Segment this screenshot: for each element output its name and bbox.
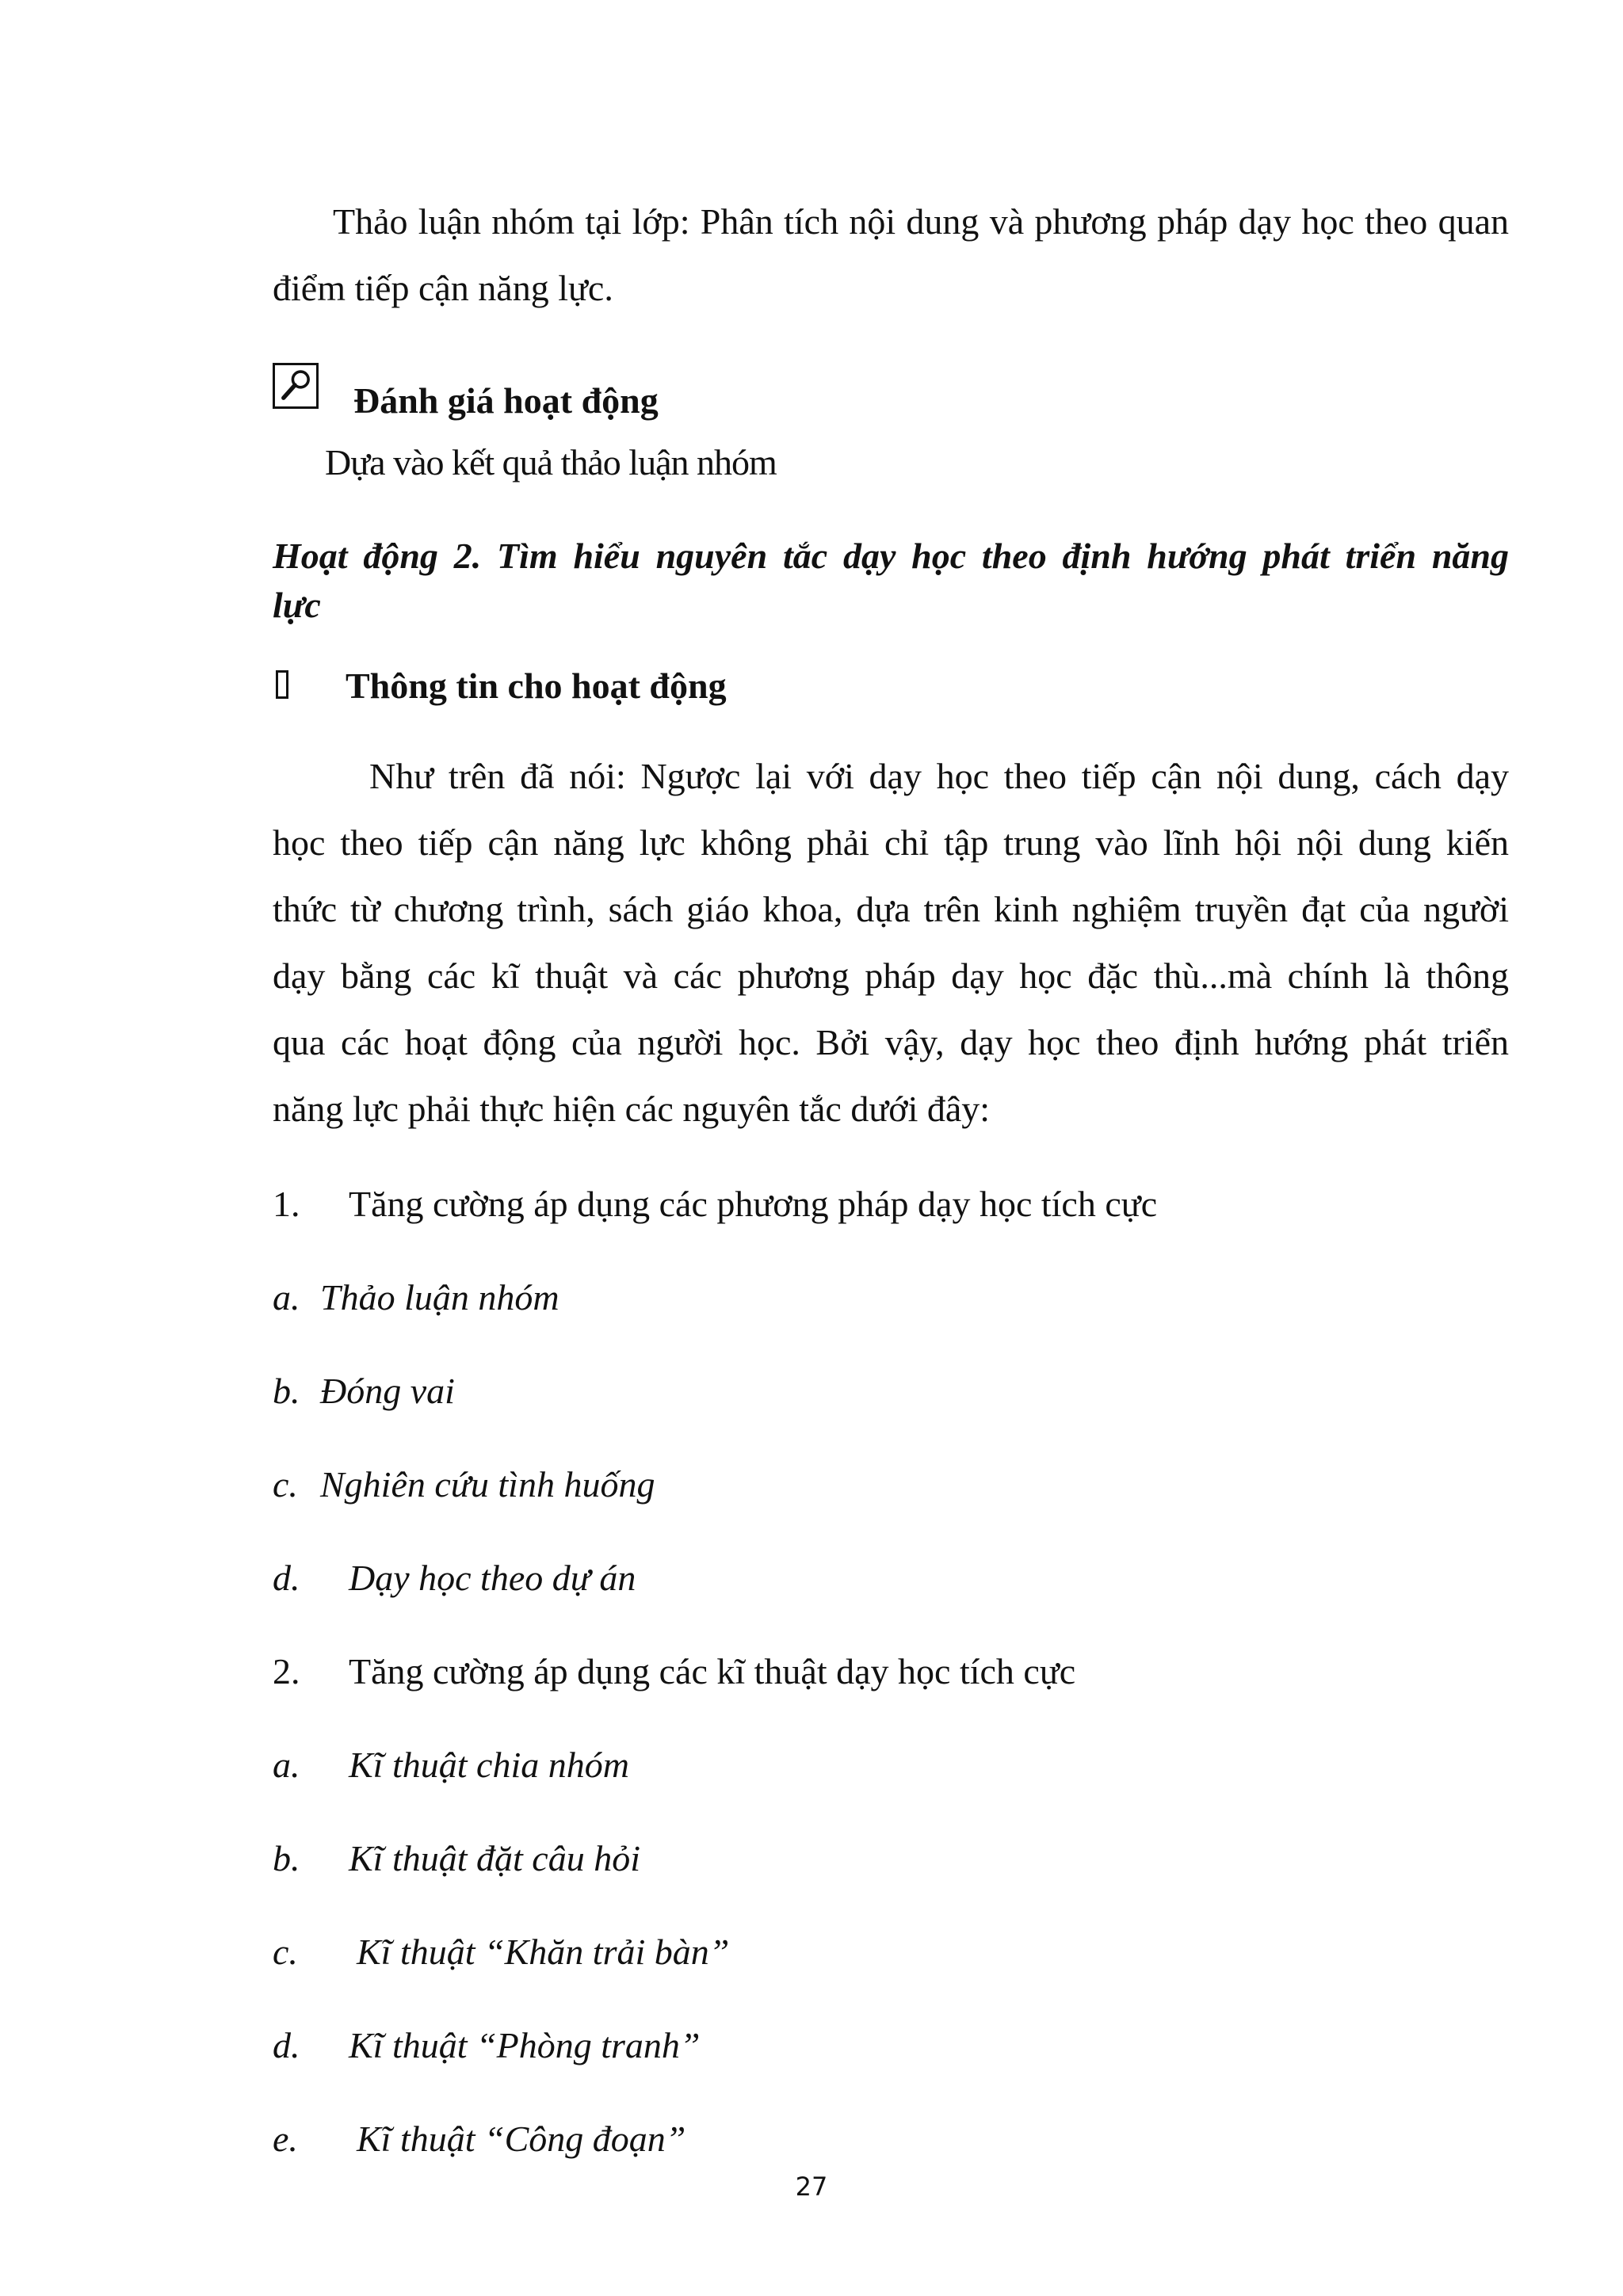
body-line-6: năng lực phải thực hiện các nguyên tắc dưới đây: [273, 1089, 991, 1129]
list1-item-b [273, 1367, 455, 1415]
list-marker: a. [273, 1277, 300, 1318]
list1-item-a [273, 1274, 559, 1322]
list-item-text: Thảo luận nhóm [320, 1277, 559, 1318]
intro-line-2: điểm tiếp cận năng lực. [273, 268, 613, 308]
activity2-title-line-1: Hoạt động 2. Tìm hiểu nguyên tắc dạy học theo định hướng phát triển năng [273, 536, 1509, 576]
list-marker: a. [273, 1745, 300, 1785]
intro-line-1: Thảo luận nhóm tại lớp: Phân tích nội dung và phương pháp dạy học theo quan [333, 201, 1509, 242]
evaluation-text: Dựa vào kết quả thảo luận nhóm [325, 442, 777, 482]
list1-item-c [273, 1461, 655, 1508]
list-marker: e. [273, 2119, 298, 2159]
list-item-text: Nghiên cứu tình huống [320, 1464, 655, 1505]
list2-text: Tăng cường áp dụng các kĩ thuật dạy học tích cực [349, 1651, 1076, 1691]
activity2-title-line-2: lực [273, 585, 321, 625]
list1-item-d [273, 1554, 636, 1602]
list-item-text: Dạy học theo dự án [349, 1558, 636, 1598]
body-line-4: dạy bằng các kĩ thuật và các phương pháp dạy học đặc thù...mà chính là thông [273, 955, 1509, 996]
list2-item-d [273, 2022, 700, 2069]
list2-item-a [273, 1741, 629, 1789]
list2-number: 2. [273, 1651, 300, 1691]
list2-item-c [273, 1928, 729, 1976]
checkbox-icon [276, 670, 288, 699]
list-item-text: Kĩ thuật “Khăn trải bàn” [357, 1932, 730, 1972]
list-marker: c. [273, 1932, 298, 1972]
list-item-text: Kĩ thuật “Công đoạn” [357, 2119, 686, 2159]
magnifier-icon [273, 363, 319, 409]
list-marker: b. [273, 1371, 300, 1411]
list2-heading [273, 1648, 1075, 1695]
body-line-3: thức từ chương trình, sách giáo khoa, dựa trên kinh nghiệm truyền đạt của người [273, 889, 1509, 929]
info-heading: Thông tin cho hoạt động [346, 666, 727, 706]
evaluation-heading: Đánh giá hoạt động [353, 380, 659, 421]
list-marker: d. [273, 1558, 300, 1598]
list-item-text: Kĩ thuật “Phòng tranh” [349, 2025, 701, 2065]
list-marker: c. [273, 1464, 298, 1505]
list-item-text: Kĩ thuật đặt câu hỏi [349, 1838, 640, 1878]
list-marker: b. [273, 1838, 300, 1878]
list-item-text: Đóng vai [320, 1371, 455, 1411]
body-line-5: qua các hoạt động của người học. Bởi vậy, dạy học theo định hướng phát triển [273, 1022, 1509, 1062]
body-line-1: Như trên đã nói: Ngược lại với dạy học theo tiếp cận nội dung, cách dạy [369, 756, 1509, 796]
list1-heading [273, 1180, 1157, 1228]
list1-number: 1. [273, 1184, 300, 1224]
list-item-text: Kĩ thuật chia nhóm [349, 1745, 629, 1785]
list1-text: Tăng cường áp dụng các phương pháp dạy học tích cực [349, 1184, 1158, 1224]
list2-item-e [273, 2115, 685, 2163]
list2-item-b [273, 1835, 640, 1882]
body-line-2: học theo tiếp cận năng lực không phải chỉ tập trung vào lĩnh hội nội dung kiến [273, 822, 1509, 863]
page-number: 27 [795, 2172, 828, 2202]
list-marker: d. [273, 2025, 300, 2065]
